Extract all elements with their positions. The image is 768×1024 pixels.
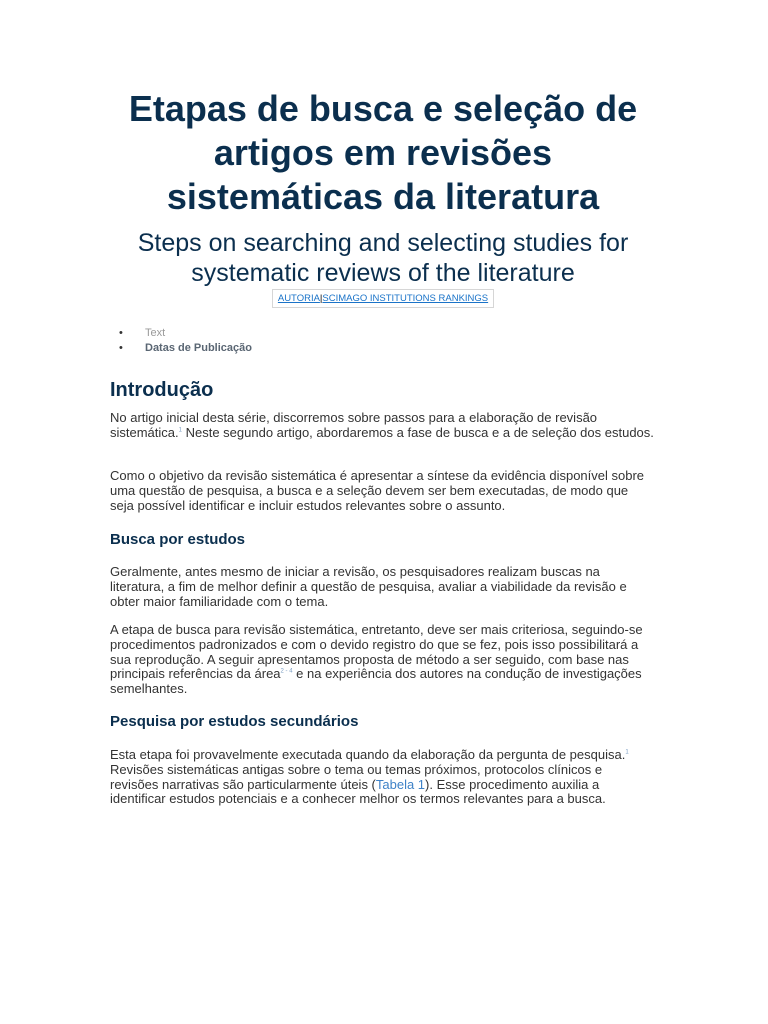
bullet-icon: • — [119, 327, 123, 339]
section-heading-busca: Busca por estudos — [110, 531, 246, 548]
section-heading-introducao: Introdução — [110, 379, 214, 401]
text-item[interactable]: Text — [145, 327, 166, 339]
intro-paragraph-1 — [110, 411, 654, 441]
text-run: No artigo inicial desta série, discorremos sobre passos para a elaboração de revisão sistemática. — [110, 410, 598, 440]
list-item[interactable] — [110, 326, 252, 341]
article-title: Etapas de busca e seleção de artigos em revisões sistemáticas da literatura — [128, 88, 638, 217]
scimago-link[interactable]: SCIMAGO INSTITUTIONS RANKINGS — [322, 293, 489, 304]
text-run: e na experiência dos autores na condução de investigações semelhantes. — [110, 666, 642, 697]
list-item[interactable] — [110, 341, 252, 356]
article-meta-list — [110, 326, 252, 356]
reference-1[interactable]: 1 — [178, 427, 182, 434]
reference-1[interactable]: 1 — [625, 749, 629, 756]
text-run: ). Esse procedimento auxilia a identificar estudos potenciais e a conhecer melhor os termos relevantes para a busca. — [110, 776, 606, 807]
section-heading-secundarios: Pesquisa por estudos secundários — [110, 713, 359, 730]
busca-paragraph-1: Geralmente, antes mesmo de iniciar a revisão, os pesquisadores realizam buscas na literatura, a fim de melhor definir a questão de pesquisa, avaliar a viabilidade da revisão e obter maior familiaridade com o tema. — [110, 564, 627, 609]
author-links-box — [272, 289, 494, 308]
reference-2-4[interactable]: 2 - 4 — [280, 669, 293, 676]
intro-paragraph-2: Como o objetivo da revisão sistemática é apresentar a síntese da evidência disponível sobre uma questão de pesquisa, a busca e a seleção devem ser bem executadas, de modo que seja possível identificar e incluir estudos relevantes sobre o assunto. — [110, 468, 645, 513]
busca-paragraph-2 — [110, 623, 654, 697]
autoria-link[interactable]: AUTORIA — [277, 293, 320, 304]
publication-dates-item[interactable]: Datas de Publicação — [145, 342, 252, 354]
article-subtitle: Steps on searching and selecting studies for systematic reviews of the literature — [137, 229, 629, 287]
text-run: Neste segundo artigo, abordaremos a fase de busca e a de seleção dos estudos. — [181, 424, 654, 440]
bullet-icon: • — [119, 342, 123, 354]
text-run: Esta etapa foi provavelmente executada quando da elaboração da pergunta de pesquisa. — [110, 747, 626, 762]
text-run: A etapa de busca para revisão sistemática, entretanto, deve ser mais criteriosa, seguindo-se procedimentos padronizados e com o devido registro do que se fez, pois isso possibilitará a sua reprodução. A seguir apresentamos proposta de método a ser seguido, com base nas principais referências da área — [110, 622, 643, 682]
secundarios-paragraph-1 — [110, 748, 654, 807]
table-1-link[interactable]: Tabela 1 — [375, 776, 426, 792]
link-separator: | — [319, 293, 323, 304]
text-run: Revisões sistemáticas antigas sobre o tema ou temas próximos, protocolos clínicos e revisões narrativas são particularmente úteis ( — [110, 761, 603, 792]
